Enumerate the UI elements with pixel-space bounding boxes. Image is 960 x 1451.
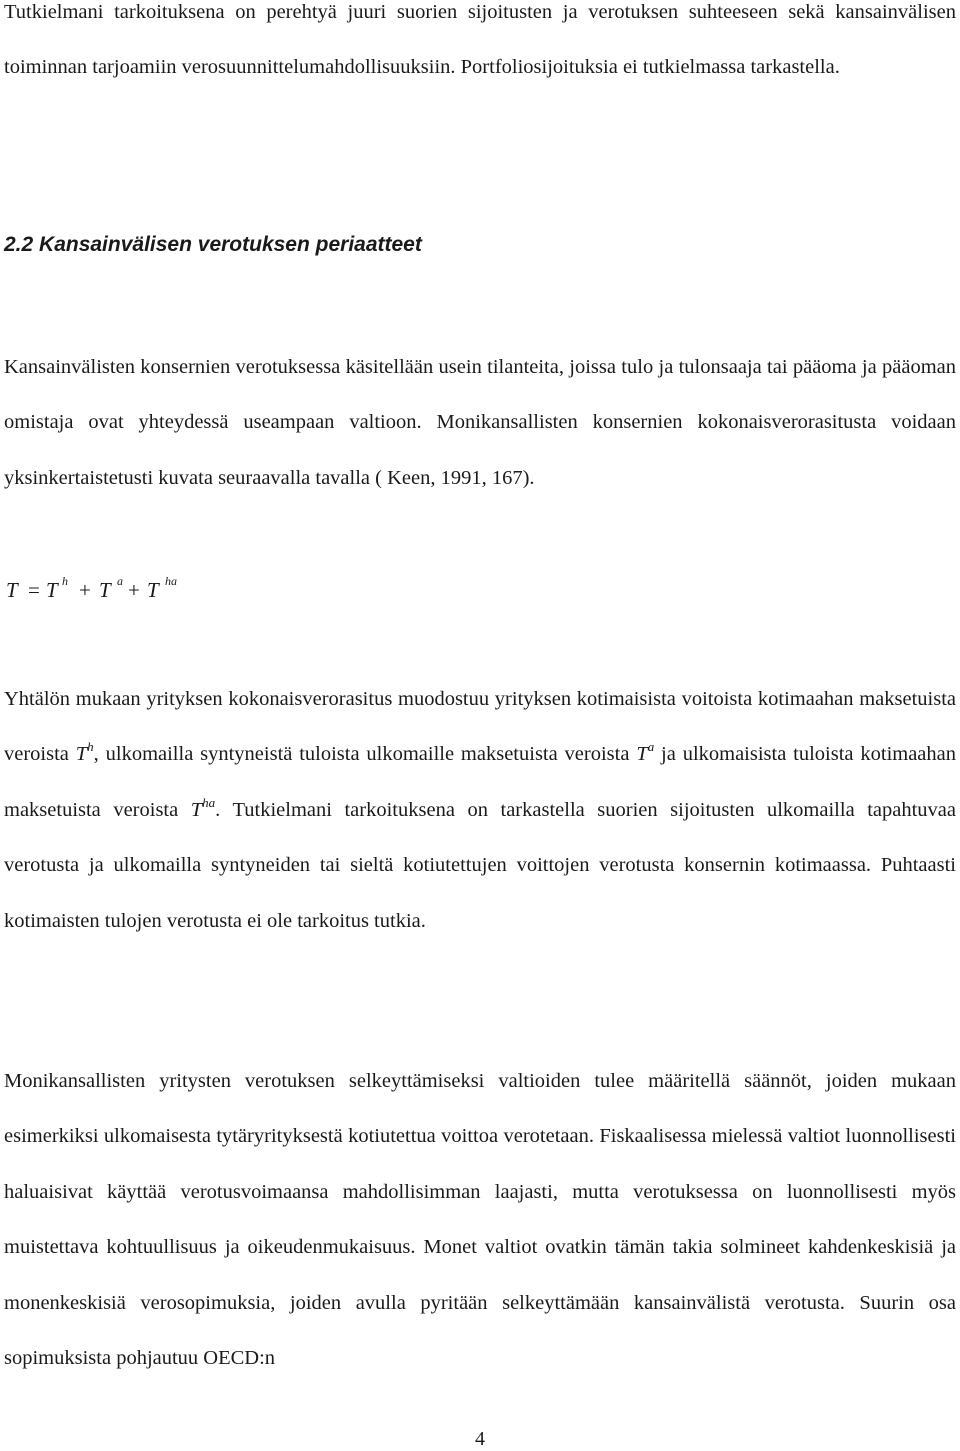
formula-lhs: T xyxy=(6,578,18,602)
intro-paragraph: Tutkielmani tarkoituksena on perehtyä juuri suorien sijoitusten ja verotuksen suhteeseen sekä kansainvälisen toiminnan tarjoamiin verosuunnittelumahdollisuuksiin. Portfoliosijoituksia ei tutkielmassa tarkastella. xyxy=(4,1,956,79)
body-paragraph-1: Kansainvälisten konsernien verotuksessa käsitellään usein tilanteita, joissa tulo ja tulonsaaja tai pääoma ja pääoman omistaja ovat yhteydessä useampaan valtioon. Monikansallisten konsernien kokonaisverorasitusta voidaan yksinkertaistetusti kuvata seuraavalla tavalla ( Keen, 1991, 167). xyxy=(4,356,956,489)
formula-plus-1: + xyxy=(79,578,91,602)
p3-text-1: Yhtälön mukaan yrityksen kokonaisverorasitus muodostuu yrityksen kotimaisista voitoista kotimaahan maksetuista veroista xyxy=(4,688,956,766)
body-paragraph-2 xyxy=(4,672,956,949)
formula-equals: = xyxy=(28,578,40,602)
symbol-T-ha-sup: ha xyxy=(202,794,216,810)
symbol-T-h-sup: h xyxy=(87,739,94,755)
p3-text-3: ja ulkomaisista tuloista kotimaahan maksetuista veroista xyxy=(4,743,957,821)
p3-text-2: , ulkomailla syntyneistä tuloista ulkomaille maksetuista veroista xyxy=(93,743,637,766)
formula-term-2-sup: a xyxy=(117,574,123,588)
p3-text-4: . Tutkielmani tarkoituksena on tarkastella suorien sijoitusten ulkomailla tapahtuvaa verotusta ja ulkomailla syntyneiden tai sieltä kotiutettujen voittojen verotusta konsernin kotimaassa. Puhtaasti kotimaisten tulojen verotusta ei ole tarkoitus tutkia. xyxy=(4,798,956,932)
formula-term-1-sup: h xyxy=(62,574,68,588)
formula-term-3-sup: ha xyxy=(165,574,177,588)
formula-term-2: T xyxy=(99,578,111,602)
symbol-T-a: T xyxy=(636,743,648,766)
section-heading: 2.2 Kansainvälisen verotuksen periaatteet xyxy=(4,233,422,256)
body-paragraph-3: Monikansallisten yritysten verotuksen selkeyttämiseksi valtioiden tulee määritellä säännöt, joiden mukaan esimerkiksi ulkomaisesta tytäryrityksestä kotiutettua voittoa verotetaan. Fiskaalisessa mielessä valtiot luonnollisesti haluaisivat käyttää verotusvoimaansa mahdollisimman laajasti, mutta verotuksessa on luonnollisesti myös muistettava kohtuullisuus ja oikeudenmukaisuus. Monet valtiot ovatkin tämän takia solmineet kahdenkeskisiä ja monenkeskisiä verosopimuksia, joiden avulla pyritään selkeyttämään kansainvälistä verotusta. Suurin osa sopimuksista pohjautuu OECD:n xyxy=(4,1070,956,1370)
symbol-T-ha: T xyxy=(190,798,203,821)
formula-term-3: T xyxy=(147,578,159,602)
formula-plus-2: + xyxy=(128,578,140,602)
symbol-T-a-sup: a xyxy=(647,739,655,755)
page-number: 4 xyxy=(475,1428,485,1450)
symbol-T-h: T xyxy=(75,743,88,766)
formula-term-1: T xyxy=(46,578,58,602)
